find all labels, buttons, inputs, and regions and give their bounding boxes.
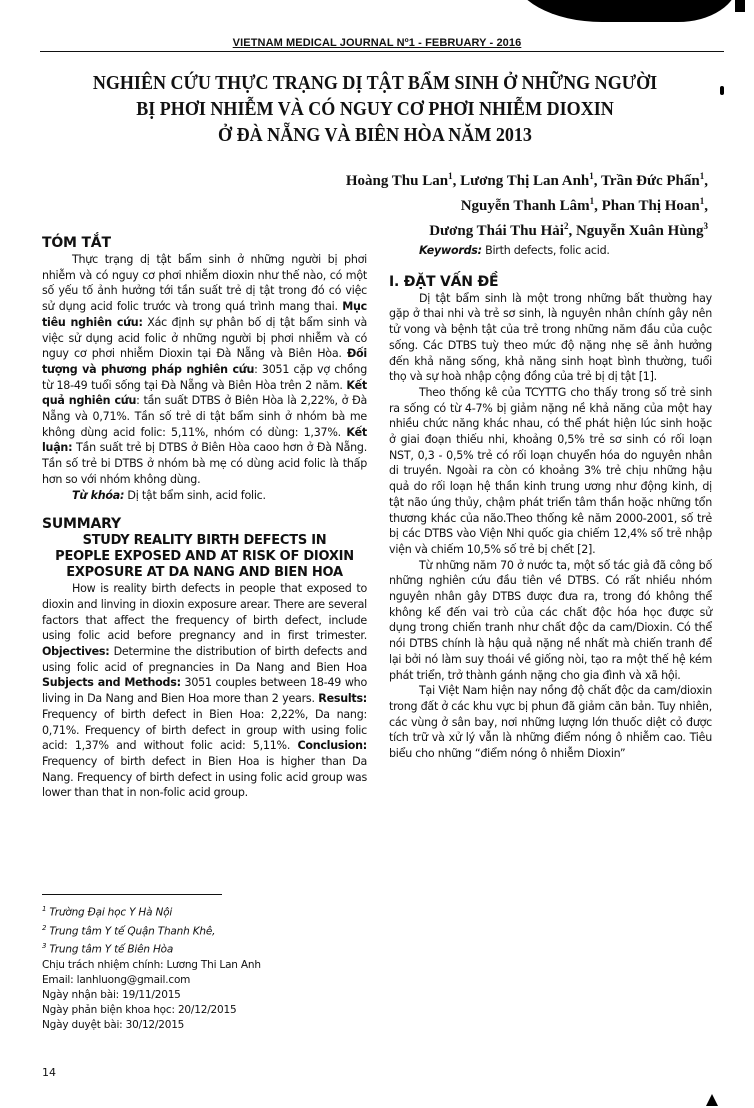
author-line	[200, 191, 708, 216]
summary-title	[42, 533, 367, 581]
author-affiliation: 2	[563, 221, 569, 231]
footnote-number: 2	[42, 923, 47, 932]
keywords-text: Dị tật bẩm sinh, acid folic.	[124, 488, 266, 502]
separator: ,	[704, 173, 708, 189]
footnote-number: 3	[42, 942, 47, 950]
abstract-label: Kết quả nghiên cứu	[42, 378, 367, 408]
affiliation-footnote	[42, 902, 372, 921]
abstract-label: Mục tiêu nghiên cứu:	[42, 300, 367, 329]
intro-paragraph: Dị tật bẩm sinh là một trong những bất thường hay gặp ở thai nhi và trẻ sơ sinh, là nguyên nhân chính gây nên tử vong và bệnh tật của trẻ trong những năm đầu của cuộc sống. Các DTBS tuỳ theo mức độ nặng nhẹ sẽ ảnh hưởng đến khả năng sống, khả năng sinh hoạt bình thường, tuổi thọ và sự hoà nhập cộng đồng của trẻ bị dị tật [1].	[389, 291, 712, 384]
intro-paragraph: Theo thống kê của TCYTTG cho thấy trong số trẻ sinh ra sống có từ 4-7% bị giảm nặng nề khả năng của một hay nhiều chức năng khác nhau, có thể phát hiện lúc sinh hoặc ở giai đoạn thiếu nhi, khoảng 0,5% trẻ sơ sinh có rối loạn NST, 0,3 - 0,5% trẻ có rối loạn chuyển hóa do nguyên nhân di truyền. Ngoài ra còn có khoảng 3% trẻ chịu những hậu quả do rối loạn hệ thần kinh trung ương như động kinh, dị tật não úng thủy, chậm phát triển tâm thần hoặc những tổn thương khác của não.Theo thống kê năm 2000-2001, số trẻ bị các DTBS vào Viện Nhi quốc gia chiếm 12,4% số trẻ nhập viện và chiếm 10,5% số trẻ bị chết [2].	[389, 385, 712, 556]
abstract-text: Xác định sự phân bố dị tật bẩm sinh và việc sử dụng acid folic ở những người bị phơi nhiễm và có nguy cơ phơi nhiễm Dioxin tại Đà Nẵng và Biên Hòa.	[42, 315, 367, 361]
abstract-label: Conclusion:	[297, 739, 367, 753]
author-list	[200, 166, 708, 241]
abstract-text: 3051 couples between 18-49 who living in Da Nang and Bien Hoa more than 2 years.	[42, 676, 367, 706]
review-date: Ngày phản biện khoa học: 20/12/2015	[42, 1003, 237, 1016]
footnote-rule	[42, 894, 222, 895]
footnotes	[42, 902, 372, 1033]
separator: ,	[704, 198, 708, 214]
corresponding-author: Chịu trách nhiệm chính: Lương Thi Lan Anh	[42, 958, 261, 971]
abstract-label: Objectives:	[42, 645, 110, 659]
footnote-number: 1	[42, 905, 47, 913]
title-line: BỊ PHƠI NHIỄM VÀ CÓ NGUY CƠ PHƠI NHIỄM DIOXIN	[136, 98, 614, 120]
author-name: Hoàng Thu Lan	[345, 173, 449, 189]
affiliation-footnote	[42, 939, 372, 958]
abstract-text: Thực trạng dị tật bẩm sinh ở những người bị phơi nhiễm và có nguy cơ phơi nhiễm dioxin như thế nào, có một số yếu tố ảnh hưởng tới tần suất trẻ dị tật trong đó có việc sử dụng acid folic trước và trong quá trình mang thai.	[42, 253, 367, 314]
separator: ,	[568, 223, 576, 239]
received-date: Ngày nhận bài: 19/11/2015	[42, 988, 181, 1001]
accepted-date: Ngày duyệt bài: 30/12/2015	[42, 1018, 185, 1031]
scan-artifact-corner	[706, 1094, 718, 1106]
abstract-label: Results:	[318, 692, 367, 706]
abstract-text: Frequency of birth defect in Bien Hoa: 2,22%, Da nang: 0,71%. Frequency of birth defect in group with using folic acid: 1,37% and without folic acid: 5,11%.	[42, 707, 367, 753]
author-line	[200, 166, 708, 191]
summary-keywords	[389, 243, 712, 259]
author-affiliation: 1	[699, 171, 705, 181]
abstract-label: Kết luận:	[42, 425, 367, 455]
footnote-text: Trung tâm Y tế Biên Hòa	[46, 943, 174, 956]
abstract-text: Tần suất trẻ bị DTBS ở Biên Hòa caoo hơn ở Đà Nẵng. Tần số trẻ bi DTBS ở nhóm bà mẹ có dùng acid folic là thấp hơn so với nhóm không dùng.	[42, 441, 367, 486]
summary-title-line: PEOPLE EXPOSED AND AT RISK OF DIOXIN	[55, 549, 354, 565]
abstract-label: Đối tượng và phương pháp nghiên cứu	[42, 347, 367, 376]
summary-abstract	[42, 581, 367, 801]
keywords-label: Keywords:	[419, 244, 482, 257]
tomtat-keywords	[42, 488, 367, 504]
abstract-text: Frequency of birth defect in Bien Hoa is higher than Da Nang. Frequency of birth defect in using folic acid group was lower than that in non-folic acid group.	[42, 754, 367, 800]
scan-artifact-mark	[720, 86, 724, 95]
author-name: Lương Thị Lan Anh	[460, 173, 590, 189]
intro-paragraph: Tại Việt Nam hiện nay nồng độ chất độc da cam/dioxin trong đất ở các khu vực bị phun đã giảm căn bản. Tuy nhiên, các vùng ở sân bay, nơi những lượng lớn thuốc diệt cỏ được tích trữ và xử lý vẫn là những điểm nóng ô nhiễm cao. Tiêu biểu cho những “điểm nóng ô nhiễm Dioxin”	[389, 684, 712, 761]
author-name: Phan Thị Hoan	[601, 198, 700, 214]
footnote-text: Trường Đại học Y Hà Nội	[46, 906, 173, 919]
journal-header: VIETNAM MEDICAL JOURNAL Nº1 - FEBRUARY - 2016	[232, 37, 522, 49]
author-name: Dương Thái Thu Hải	[429, 223, 564, 239]
author-affiliation: 3	[703, 221, 708, 231]
summary-title-line: EXPOSURE AT DA NANG AND BIEN HOA	[66, 565, 343, 581]
intro-heading: I. ĐẶT VẤN ĐỀ	[389, 273, 499, 290]
header-rule	[40, 51, 724, 52]
keywords-text: Birth defects, folic acid.	[481, 244, 610, 257]
scan-artifact-blob	[512, 0, 738, 22]
title-line: NGHIÊN CỨU THỰC TRẠNG DỊ TẬT BẨM SINH Ở NHỮNG NGƯỜI	[92, 72, 658, 94]
right-column	[389, 243, 712, 762]
author-name: Trần Đức Phấn	[601, 173, 700, 189]
author-affiliation: 1	[589, 171, 594, 181]
summary-heading: SUMMARY	[42, 516, 121, 533]
scan-artifact-edge	[735, 0, 745, 12]
author-affiliation: 1	[699, 196, 705, 206]
abstract-text: : tần suất DTBS ở Biên Hòa là 2,22%, ở Đà Nẵng và 0,71%. Tần số trẻ di tật bẩm sinh ở nhóm bà me không dùng acid folic: 5,11%, nhóm có dùng: 1,37%.	[42, 394, 367, 439]
email-line: Email: lanhluong@gmail.com	[42, 973, 191, 986]
separator: ,	[594, 198, 602, 214]
author-affiliation: 1	[448, 171, 453, 181]
page-number: 14	[42, 1066, 56, 1079]
footnote-text: Trung tâm Y tế Quận Thanh Khê,	[46, 925, 216, 937]
author-name: Nguyễn Xuân Hùng	[575, 223, 704, 239]
abstract-text: Determine the distribution of birth defects and using folic acid of pregnancies in Da Nang and Bien Hoa	[42, 645, 367, 674]
article-title	[80, 70, 670, 148]
abstract-text: How is reality birth defects in people that exposed to dioxin and linving in dioxin exposure arear. There are several factors that affect the frequency of birth defect, include using folic acid before pregnancy and in first trimester.	[42, 582, 367, 643]
summary-title-line: STUDY REALITY BIRTH DEFECTS IN	[82, 533, 327, 549]
separator: ,	[452, 173, 461, 189]
abstract-label: Subjects and Methods:	[42, 676, 181, 690]
author-affiliation: 1	[589, 196, 595, 206]
left-column	[42, 234, 367, 801]
author-name: Nguyễn Thanh Lâm	[460, 198, 590, 214]
title-line: Ở ĐÀ NẴNG VÀ BIÊN HÒA NĂM 2013	[218, 124, 532, 146]
intro-paragraph: Từ những năm 70 ở nước ta, một số tác giả đã công bố những nghiên cứu đầu tiên về DTBS. Có rất nhiều nhóm nguyên nhân gây DTBS được đưa ra, trong đó không thể không kể đến vai trò của các chất độc hóa học được sử dụng trong chiến tranh như chất độc da cam/Dioxin. Có thể nói DTBS chính là hậu quả nặng nề nhất mà chiến tranh để lại bởi nó làm suy thoái về giống nòi, tạo ra một thế hệ kém phát triển, trở thành gánh nặng cho gia đình và xã hội.	[389, 558, 712, 682]
abstract-text: : 3051 cặp vợ chồng từ 18-49 tuổi sống tại Đà Nẵng và Biên Hòa trên 2 năm.	[42, 362, 367, 392]
affiliation-footnote	[42, 921, 372, 940]
separator: ,	[593, 173, 602, 189]
tomtat-abstract	[42, 252, 367, 488]
tomtat-heading: TÓM TẮT	[42, 235, 111, 251]
keywords-label: Từ khóa:	[72, 488, 125, 502]
